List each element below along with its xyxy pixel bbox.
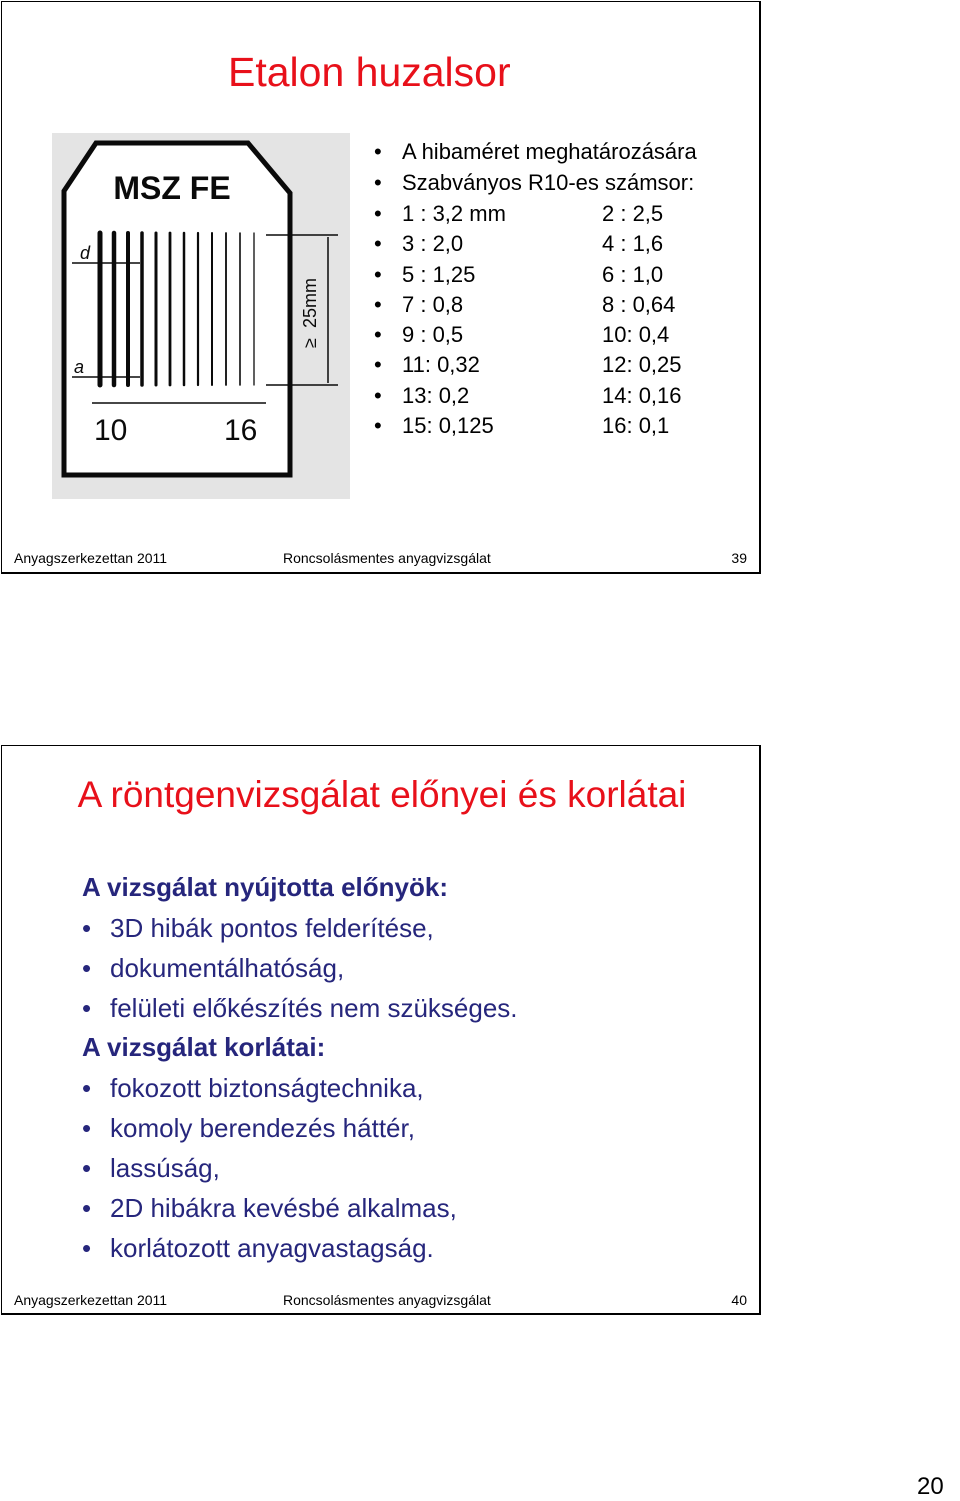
slide-40 — [1, 745, 761, 1315]
footer-topic: Roncsolásmentes anyagvizsgálat — [283, 1292, 491, 1308]
gauge-bullet-list — [374, 140, 697, 444]
wire-gauge-image — [52, 133, 350, 499]
limits-heading: A vizsgálat korlátai: — [82, 1032, 326, 1062]
label-number-right: 16 — [224, 414, 258, 447]
list-item: • komoly berendezés háttér, — [82, 1108, 457, 1148]
footer-topic: Roncsolásmentes anyagvizsgálat — [283, 550, 491, 566]
footer-course: Anyagszerkezettan 2011 — [14, 1292, 168, 1308]
list-item: • 3D hibák pontos felderítése, — [82, 908, 518, 948]
list-item: • 15: 0,125 16: 0,1 — [374, 414, 697, 438]
label-dimension: 25mm — [300, 277, 320, 328]
list-item: • A hibaméret meghatározására — [374, 140, 697, 164]
footer-slide-number: 40 — [731, 1292, 747, 1308]
list-item: • 7 : 0,8 8 : 0,64 — [374, 293, 697, 317]
list-item: • lassúság, — [82, 1148, 457, 1188]
list-item: • 3 : 2,0 4 : 1,6 — [374, 232, 697, 256]
list-item: • fokozott biztonságtechnika, — [82, 1068, 457, 1108]
slide-39 — [1, 1, 761, 574]
label-dimension-prefix: ≥ — [300, 338, 320, 348]
gauge-caption: MSZ FE — [113, 170, 231, 206]
footer-course: Anyagszerkezettan 2011 — [14, 550, 168, 566]
slide-title: Etalon huzalsor — [228, 49, 511, 95]
advantages-heading: A vizsgálat nyújtotta előnyök: — [82, 872, 448, 902]
list-item: • 9 : 0,5 10: 0,4 — [374, 323, 697, 347]
list-item: • felületi előkészítés nem szükséges. — [82, 988, 518, 1028]
list-item: • 1 : 3,2 mm 2 : 2,5 — [374, 202, 697, 226]
limits-list — [82, 1068, 457, 1268]
list-item: • 13: 0,2 14: 0,16 — [374, 384, 697, 408]
advantages-list — [82, 908, 518, 1028]
list-item: • korlátozott anyagvastagság. — [82, 1228, 457, 1268]
slide-title: A röntgenvizsgálat előnyei és korlátai — [77, 774, 687, 815]
list-item: • 2D hibákra kevésbé alkalmas, — [82, 1188, 457, 1228]
label-a: a — [74, 357, 85, 377]
label-d: d — [80, 243, 91, 263]
list-item: • dokumentálhatóság, — [82, 948, 518, 988]
list-item: • 11: 0,32 12: 0,25 — [374, 353, 697, 377]
list-item: • 5 : 1,25 6 : 1,0 — [374, 263, 697, 287]
label-number-left: 10 — [94, 414, 128, 447]
footer-slide-number: 39 — [731, 550, 747, 566]
page-number: 20 — [917, 1473, 944, 1500]
list-item: • Szabványos R10-es számsor: — [374, 171, 697, 195]
